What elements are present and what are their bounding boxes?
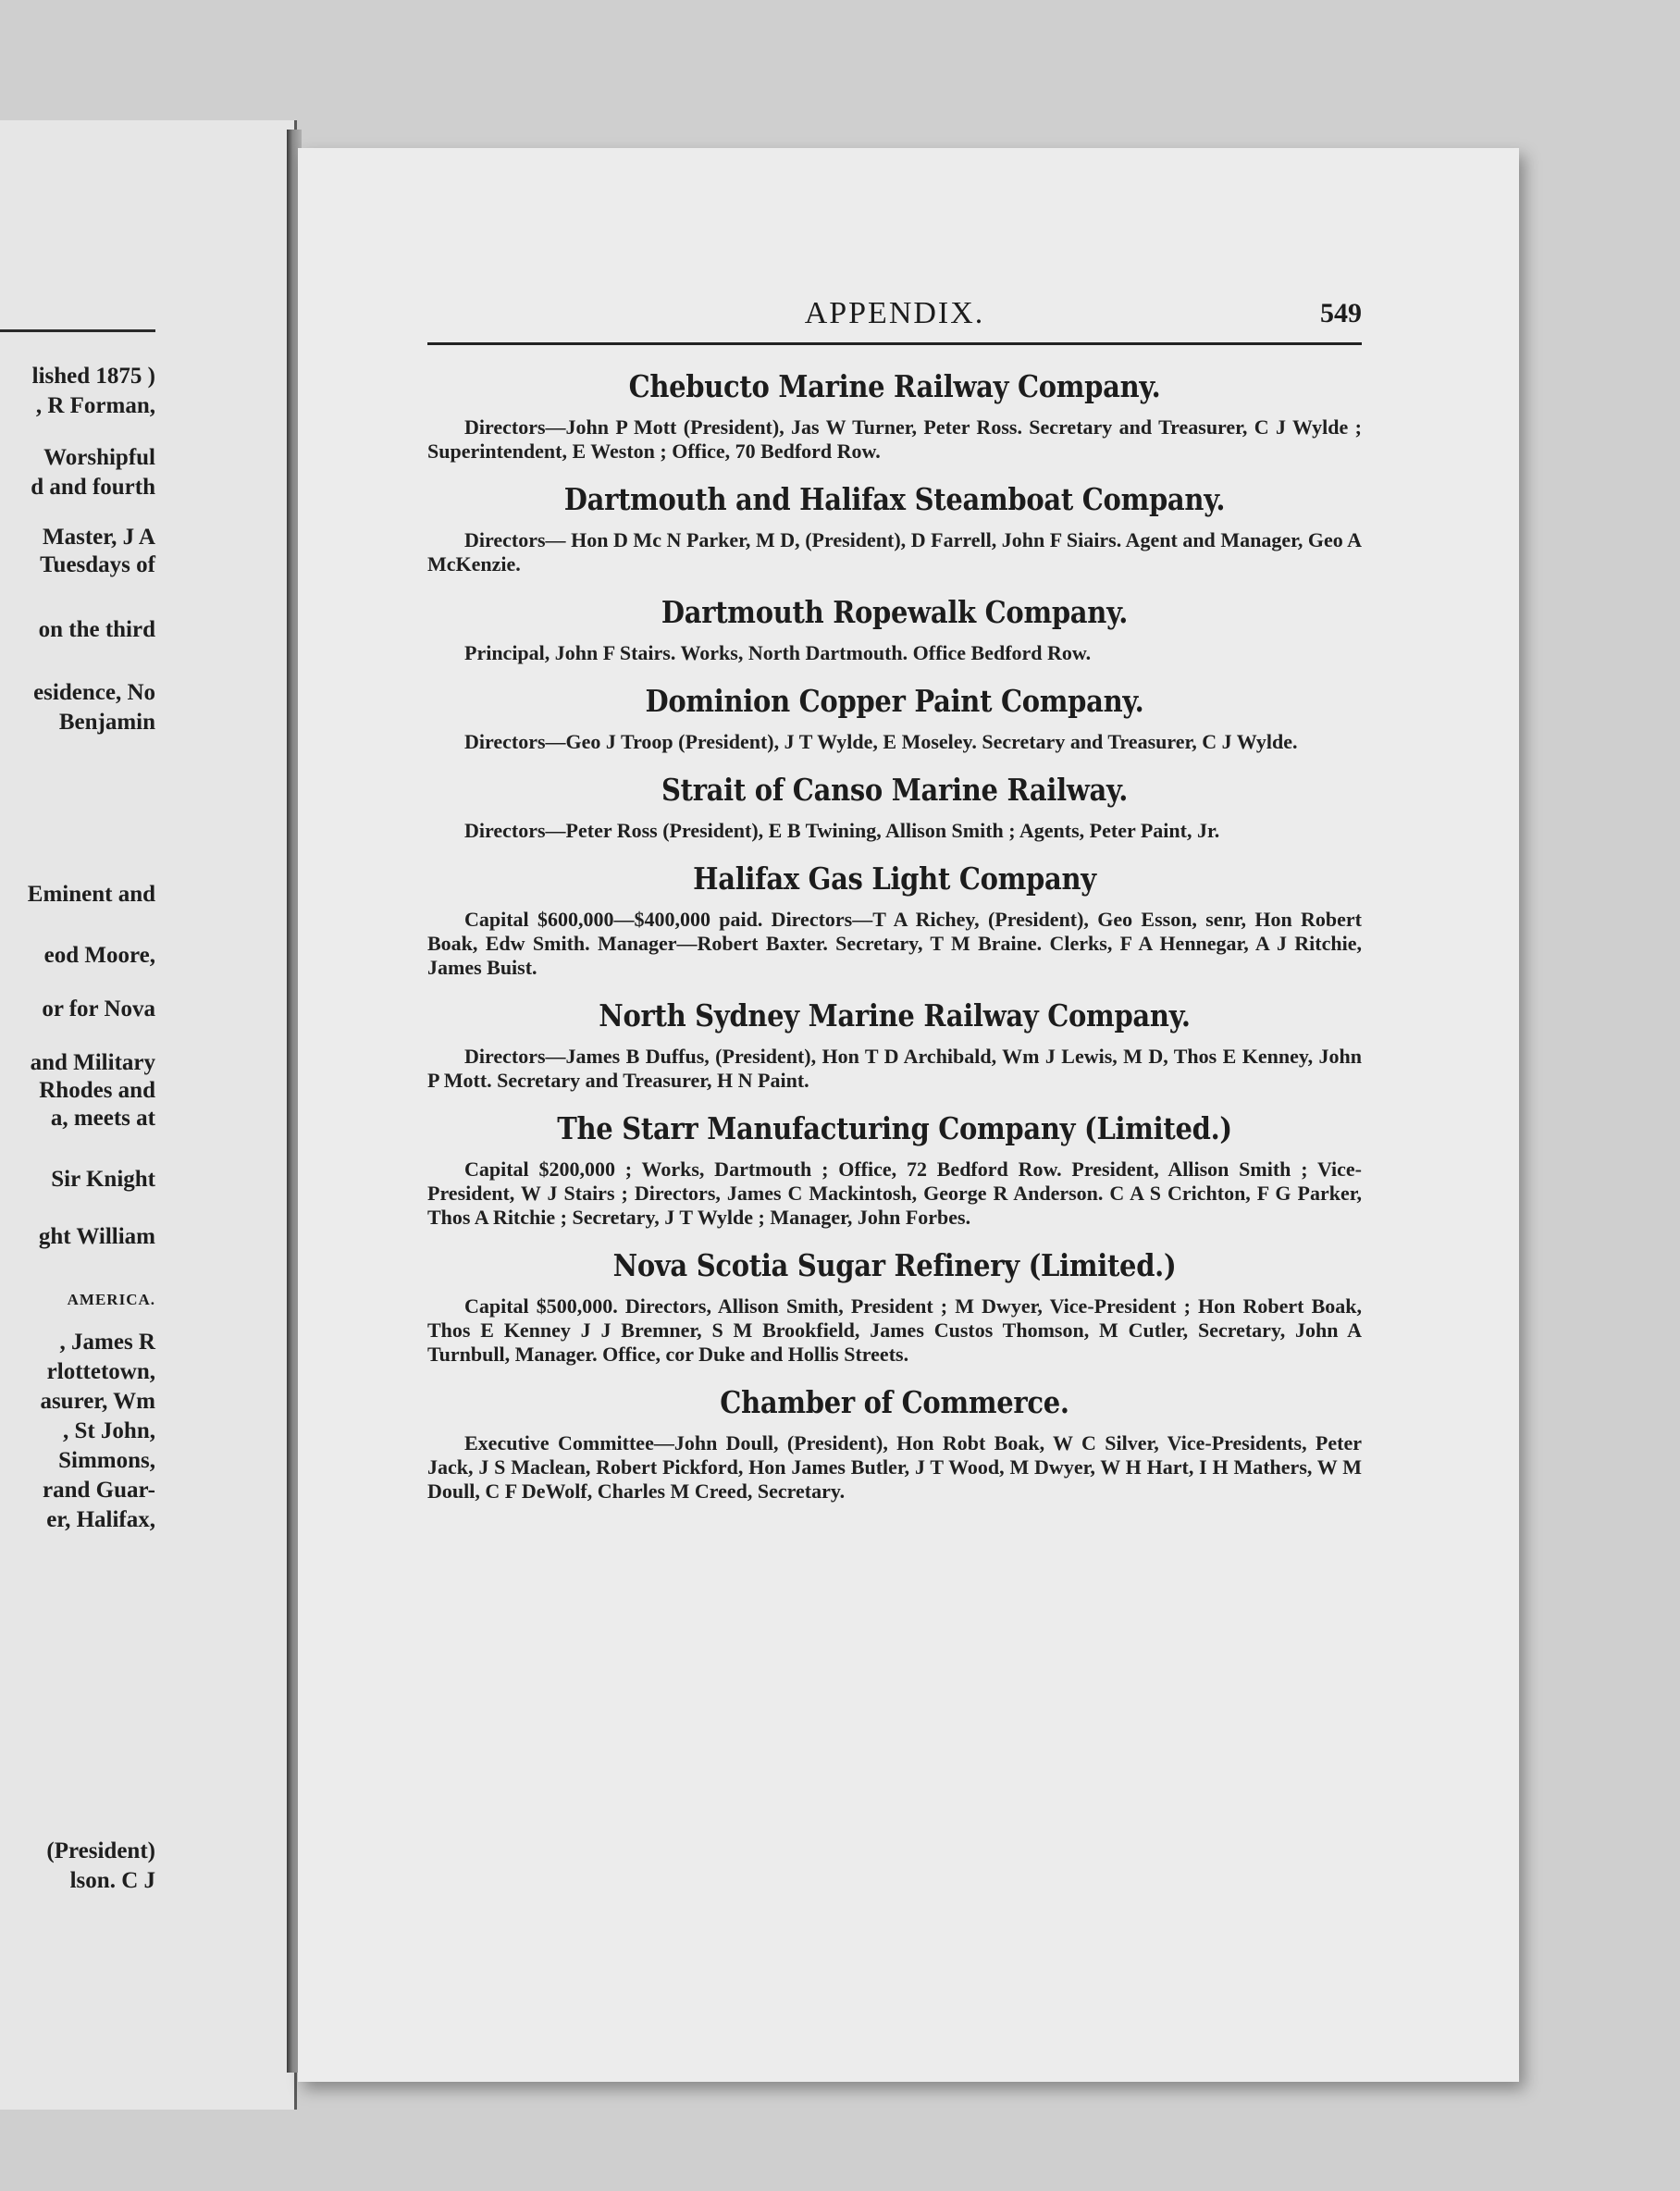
company-entry (427, 997, 1362, 1093)
facing-page-line: , James R (59, 1330, 155, 1355)
facing-page-line: Sir Knight (51, 1167, 155, 1192)
company-entry (427, 774, 1362, 843)
facing-page-line: a, meets at (50, 1106, 155, 1131)
facing-page-rule (0, 329, 155, 332)
facing-page-line: Worshipful (43, 445, 155, 470)
facing-page-line: Rhodes and (39, 1078, 155, 1103)
facing-page-line: esidence, No (33, 680, 155, 705)
facing-page-line: Benjamin (58, 710, 155, 735)
company-entry (427, 481, 1362, 576)
entry-heading: Dartmouth Ropewalk Company. (661, 594, 1129, 631)
entry-heading: Halifax Gas Light Company (693, 860, 1096, 897)
entry-body: Directors—Geo J Troop (President), J T Wylde, E Moseley. Secretary and Treasurer, C J Wylde. (464, 730, 1298, 753)
entry-body: Directors— Hon D Mc N Parker, M D, (President), D Farrell, John F Siairs. Agent and Manager, Geo A McKenzie. (427, 528, 1362, 576)
entry-heading: Chamber of Commerce. (720, 1384, 1069, 1421)
entry-body: Principal, John F Stairs. Works, North Dartmouth. Office Bedford Row. (464, 641, 1092, 664)
running-head (427, 287, 1362, 345)
entry-heading: Dartmouth and Halifax Steamboat Company. (563, 481, 1226, 518)
entry-heading: Chebucto Marine Railway Company. (628, 368, 1161, 405)
company-entry (427, 1247, 1362, 1367)
facing-page-line: , R Forman, (35, 393, 155, 418)
entry-heading: Strait of Canso Marine Railway. (661, 772, 1129, 809)
facing-page-line: rand Guar- (43, 1478, 155, 1503)
company-entry (427, 1384, 1362, 1504)
facing-page-line: ght William (38, 1224, 155, 1249)
entry-heading: The Starr Manufacturing Company (Limited.) (557, 1110, 1232, 1147)
entry-body: Directors—James B Duffus, (President), Hon T D Archibald, Wm J Lewis, M D, Thos E Kenney, John P Mott. Secretary and Treasurer, H N Paint. (427, 1045, 1362, 1092)
facing-page-line: or for Nova (42, 996, 155, 1021)
entry-body: Capital $500,000. Directors, Allison Smith, President ; M Dwyer, Vice-President ; Hon Robert Boak, Thos E Kenney J J Bremner, S M Brookfield, James Custos Thomson, M Cutler, Secretary, John A Turnbull, Manager. Office, cor Duke and Hollis Streets. (427, 1294, 1362, 1366)
entry-body: Directors—Peter Ross (President), E B Twining, Allison Smith ; Agents, Peter Paint, Jr. (464, 819, 1220, 842)
facing-page-line: AMERICA. (67, 1291, 155, 1308)
page-number: 549 (1320, 298, 1362, 328)
facing-page-line: d and fourth (31, 475, 155, 500)
facing-page-line: (President) (46, 1838, 155, 1863)
facing-page-line: Eminent and (27, 882, 155, 907)
entry-body: Directors—John P Mott (President), Jas W Turner, Peter Ross. Secretary and Treasurer, C J Wylde ; Superintendent, E Weston ; Office, 70 Bedford Row. (427, 415, 1362, 463)
facing-page-line: on the third (38, 617, 155, 642)
facing-page-line: Tuesdays of (40, 552, 155, 577)
running-title: APPENDIX. (804, 296, 985, 330)
facing-page-line: Simmons, (58, 1448, 155, 1473)
company-entries (427, 368, 1362, 1504)
book-page (298, 148, 1519, 2082)
facing-page-line: lson. C J (69, 1868, 155, 1893)
entry-heading: Nova Scotia Sugar Refinery (Limited.) (612, 1247, 1177, 1284)
facing-page-line: rlottetown, (46, 1359, 155, 1384)
company-entry (427, 594, 1362, 665)
facing-page-fragment (0, 120, 297, 2110)
entry-body: Capital $200,000 ; Works, Dartmouth ; Office, 72 Bedford Row. President, Allison Smith ; Vice-President, W J Stairs ; Directors, James C Mackintosh, George R Anderson. C A S Crichton, F G Parker, Thos A Ritchie ; Secretary, J T Wylde ; Manager, John Forbes. (427, 1157, 1362, 1229)
facing-page-line: and Military (30, 1050, 155, 1075)
company-entry (427, 683, 1362, 754)
facing-page-line: er, Halifax, (46, 1507, 155, 1532)
company-entry (427, 368, 1362, 464)
facing-page-line: , St John, (62, 1418, 155, 1443)
facing-page-line: Master, J A (43, 525, 155, 550)
entry-body: Executive Committee—John Doull, (President), Hon Robt Boak, W C Silver, Vice-Presidents, Peter Jack, J S Maclean, Robert Pickford, Hon James Butler, J T Wood, M Dwyer, W H Hart, I H Mathers, W M Doull, C F DeWolf, Charles M Creed, Secretary. (427, 1431, 1362, 1503)
entry-body: Capital $600,000—$400,000 paid. Directors—T A Richey, (President), Geo Esson, senr, Hon Robert Boak, Edw Smith. Manager—Robert Baxter. Secretary, T M Braine. Clerks, F A Hennegar, A J Ritchie, James Buist. (427, 908, 1362, 979)
entry-heading: North Sydney Marine Railway Company. (599, 997, 1191, 1034)
facing-page-line: asurer, Wm (40, 1389, 155, 1414)
page-content (427, 287, 1362, 1504)
facing-page-line: eod Moore, (43, 943, 155, 968)
company-entry (427, 860, 1362, 980)
entry-heading: Dominion Copper Paint Company. (645, 683, 1144, 720)
company-entry (427, 1110, 1362, 1230)
facing-page-line: lished 1875 ) (31, 364, 155, 389)
